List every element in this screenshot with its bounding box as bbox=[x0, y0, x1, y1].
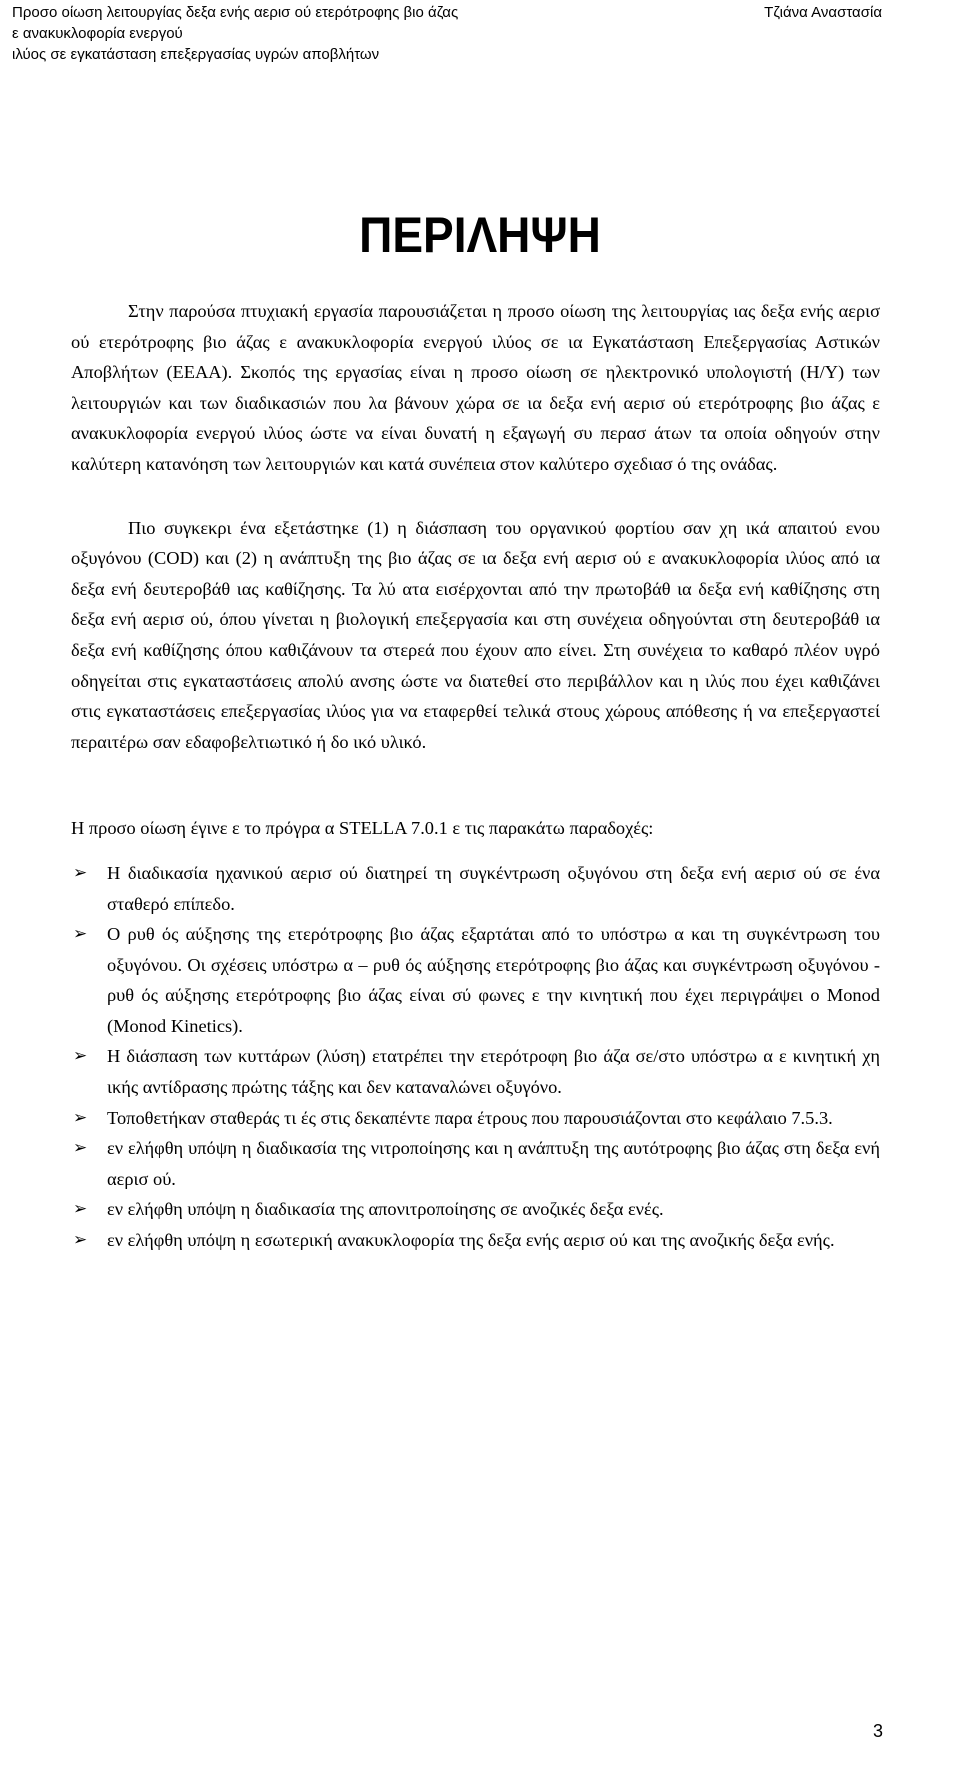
header-author: Τζιάνα Αναστασία bbox=[764, 4, 882, 21]
header-title-line: ιλύος σε εγκατάσταση επεξεργασίας υγρών αποβλήτων bbox=[12, 46, 380, 63]
list-item-text: εν ελήφθη υπόψη η διαδικασία της απονιτροποίησης σε ανοζικές δεξα ενές. bbox=[107, 1199, 664, 1220]
header-thesis-title bbox=[12, 2, 632, 65]
arrowhead-bullet-icon: ➢ bbox=[73, 1046, 88, 1067]
list-item bbox=[71, 1194, 880, 1225]
list-item-text: εν ελήφθη υπόψη η διαδικασία της νιτροποίησης και η ανάπτυξη της αυτότροφης βιο άζας στη δεξα ενή αερισ ού. bbox=[107, 1138, 880, 1189]
list-item bbox=[71, 1133, 880, 1194]
list-item bbox=[71, 858, 880, 919]
header-title-line: ε ανακυκλοφορία ενεργού bbox=[12, 25, 183, 42]
arrowhead-bullet-icon: ➢ bbox=[73, 1138, 88, 1159]
page-number: 3 bbox=[872, 1721, 883, 1741]
arrowhead-bullet-icon: ➢ bbox=[73, 862, 88, 883]
assumptions-intro: Η προσο οίωση έγινε ε το πρόγρα α STELLA 7.0.1 ε τις παρακάτω παραδοχές: bbox=[71, 818, 654, 839]
list-item-text: Τοποθετήκαν σταθεράς τι ές στις δεκαπέντε παρα έτρους που παρουσιάζονται στο κεφάλαιο 7.5.3. bbox=[107, 1107, 833, 1128]
arrowhead-bullet-icon: ➢ bbox=[73, 924, 88, 945]
arrowhead-bullet-icon: ➢ bbox=[73, 1199, 88, 1220]
list-item bbox=[71, 1041, 880, 1102]
list-item-text: εν ελήφθη υπόψη η εσωτερική ανακυκλοφορία της δεξα ενής αερισ ού και της ανοζικής δεξα ενής. bbox=[107, 1230, 835, 1251]
header-title-line: Προσο οίωση λειτουργίας δεξα ενής αερισ ού ετερότροφης βιο άζας bbox=[12, 4, 459, 21]
list-item-text: Η διάσπαση των κυττάρων (λύση) ετατρέπει την ετερότροφη βιο άζα σε/στο υπόστρω α ε κινητική χη ικής αντίδρασης πρώτης τάξης και δεν καταναλώνει οξυγόνο. bbox=[107, 1046, 880, 1098]
page-title: ΠΕΡΙΛΗΨΗ bbox=[359, 207, 601, 263]
body-text bbox=[71, 296, 880, 1256]
list-item bbox=[71, 1103, 880, 1134]
arrowhead-bullet-icon: ➢ bbox=[73, 1107, 88, 1128]
abstract-paragraph: Στην παρούσα πτυχιακή εργασία παρουσιάζεται η προσο οίωση της λειτουργίας ιας δεξα ενής αερισ ού ετερότροφης βιο άζας ε ανακυκλοφορία ενεργού ιλύος σε ια Εγκατάσταση Επεξεργασίας Αστικών Αποβλήτων (ΕΕΑΑ). Σκοπός της εργασίας είναι η προσο οίωση σε ηλεκτρονικό υπολογιστή (Η/Υ) των λειτουργιών και των διαδικασιών που λα βάνουν χώρα σε ια δεξα ενή αερισ ού ετερότροφης βιο άζας ε ανακυκλοφορία ενεργού ιλύος ώστε να είναι δυνατή η εξαγωγή συ περασ άτων τα οποία οδηγούν στην καλύτερη κατανόηση των λειτουργιών και κατά συνέπεια στον καλύτερο σχεδιασ ό της ονάδας. bbox=[71, 301, 880, 474]
list-item bbox=[71, 1225, 880, 1256]
list-item-text: Η διαδικασία ηχανικού αερισ ού διατηρεί τη συγκέντρωση οξυγόνου στη δεξα ενή αερισ ού σε ένα σταθερό επίπεδο. bbox=[107, 862, 880, 914]
list-item-text: Ο ρυθ ός αύξησης της ετερότροφης βιο άζας εξαρτάται από το υπόστρω α και τη συγκέντρωση του οξυγόνου. Οι σχέσεις υπόστρω α – ρυθ ός αύξησης ετερότροφης βιο άζας και συγκέντρωση οξυγόνου - ρυθ ός αύξησης ετερότροφης βιο άζας είναι σύ φωνες ε την κινητική που έχει περιγράψει ο Monod (Monod Kinetics). bbox=[107, 924, 880, 1036]
running-header bbox=[12, 2, 882, 65]
abstract-paragraph: Πιο συγκεκρι ένα εξετάστηκε (1) η διάσπαση του οργανικού φορτίου σαν χη ικά απαιτού ενου οξυγόνου (COD) και (2) η ανάπτυξη της βιο άζας σε ια δεξα ενή αερισ ού ε ανακυκλοφορία ιλύος από ια δεξα ενή δευτεροβάθ ιας καθίζησης. Τα λύ ατα εισέρχονται από την πρωτοβάθ ια δεξα ενή καθίζησης στη δεξα ενή αερισ ού, όπου γίνεται η βιολογική επεξεργασία και στη συνέχεια οδηγούνται στη δευτεροβάθ ια δεξα ενή καθίζησης όπου καθιζάνουν τα στερεά που έχουν απο είνει. Στη συνέχεια το καθαρό πλέον υγρό οδηγείται στις εγκαταστάσεις απολύ ανσης ώστε να διατεθεί στο περιβάλλον και η ιλύς που έχει καθιζάνει στις εγκαταστάσεις επεξεργασίας ιλύος για να εταφερθεί τελικά στους χώρους απόθεσης ή να επεξεργαστεί περαιτέρω σαν εδαφοβελτιωτικό ή δο ικό υλικό. bbox=[71, 517, 880, 752]
assumptions-list bbox=[71, 858, 880, 1256]
list-item bbox=[71, 919, 880, 1041]
arrowhead-bullet-icon: ➢ bbox=[73, 1230, 88, 1251]
